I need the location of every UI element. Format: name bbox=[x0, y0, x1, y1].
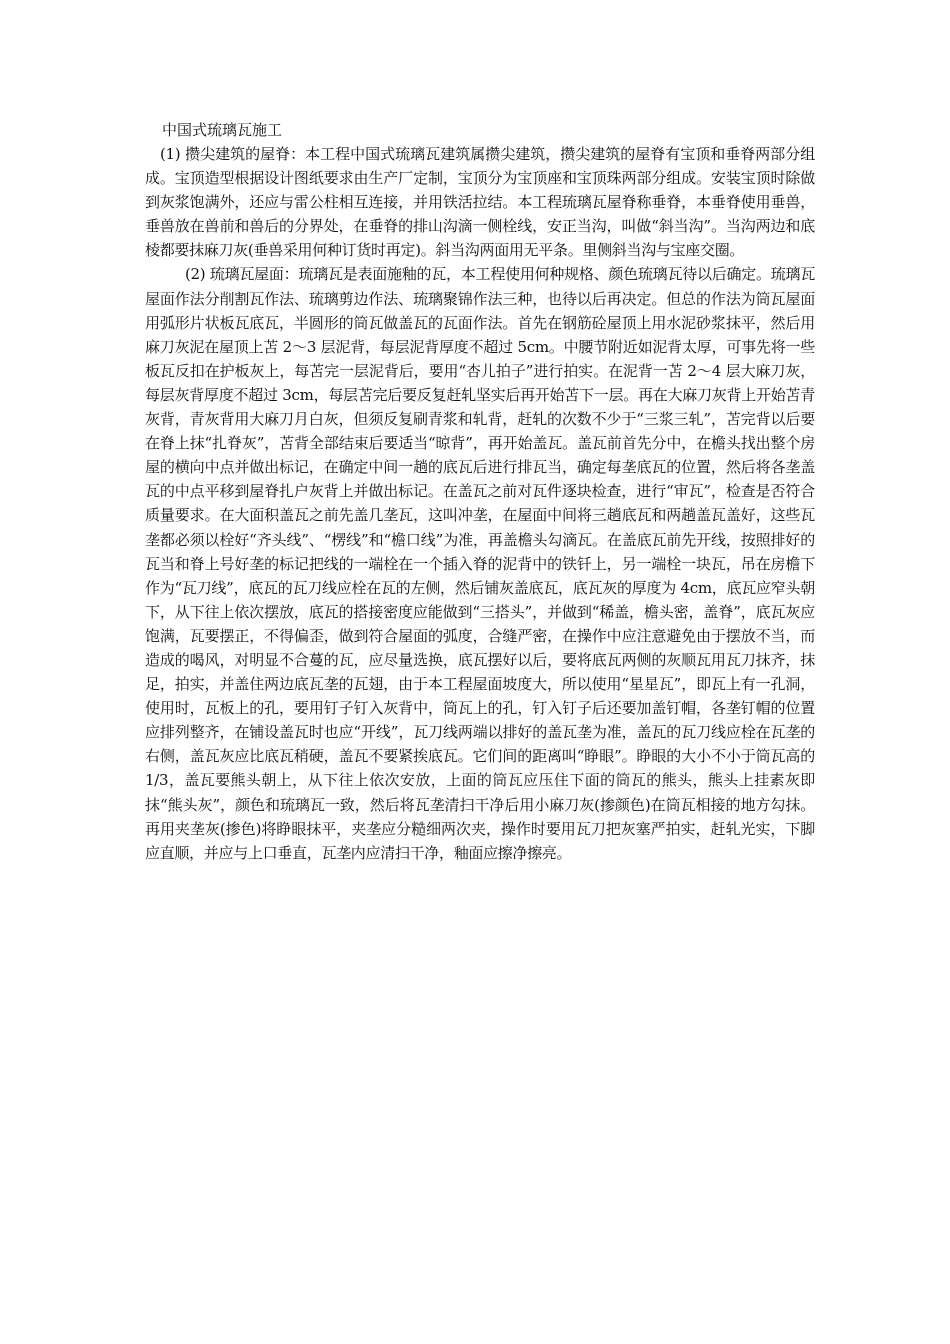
paragraph-glazed-tile-roof: (2) 琉璃瓦屋面：琉璃瓦是表面施釉的瓦，本工程使用何种规格、颜色琉璃瓦待以后确定。琉璃瓦屋面作法分削割瓦作法、琉璃剪边作法、琉璃聚锦作法三种，也待以后再决定。但总的作法为筒瓦屋面用弧形片状板瓦底瓦，半圆形的筒瓦做盖瓦的瓦面作法。首先在钢筋砼屋顶上用水泥砂浆抹平，然后用麻刀灰泥在屋顶上苫 2～3 层泥背，每层泥背厚度不超过 5cm。中腰节附近如泥背太厚，可事先将一些板瓦反扣在护板灰上，每苫完一层泥背后，要用“杏儿拍子”进行拍实。在泥背一苫 2～4 层大麻刀灰，每层灰背厚度不超过 3cm，每层苫完后要反复赶轧坚实后再开始苫下一层。再在大麻刀灰背上开始苫青灰背，青灰背用大麻刀月白灰，但须反复刷青浆和轧背，赶轧的次数不少于“三浆三轧”，苫完背以后要在脊上抹“扎脊灰”，苫背全部结束后要适当“晾背”，再开始盖瓦。盖瓦前首先分中，在檐头找出整个房屋的横向中点并做出标记，在确定中间一趟的底瓦后进行排瓦当，确定每垄底瓦的位置，然后将各垄盖瓦的中点平移到屋脊扎户灰背上并做出标记。在盖瓦之前对瓦件逐块检查，进行“审瓦”，检查是否符合质量要求。在大面积盖瓦之前先盖几垄瓦，这叫冲垄，在屋面中间将三趟底瓦和两趟盖瓦盖好，这些瓦垄都必须以栓好“齐头线”、“楞线”和“檐口线”为准，再盖檐头勾滴瓦。在盖底瓦前先开线，按照排好的瓦当和脊上号好垄的标记把线的一端栓在一个插入脊的泥背中的铁钎上，另一端栓一块瓦，吊在房檐下作为“瓦刀线”，底瓦的瓦刀线应栓在瓦的左侧，然后铺灰盖底瓦，底瓦灰的厚度为 4cm，底瓦应窄头朝下，从下往上依次摆放，底瓦的搭接密度应能做到“三搭头”，并做到“稀盖，檐头密，盖脊”，底瓦灰应饱满，瓦要摆正，不得偏歪，做到符合屋面的弧度，合缝严密，在操作中应注意避免由于摆放不当，而造成的喝风，对明显不合蔓的瓦，应尽量选换，底瓦摆好以后，要将底瓦两侧的灰顺瓦用瓦刀抹齐，抹足，拍实，并盖住两边底瓦垄的瓦翅，由于本工程屋面坡度大，所以使用“星星瓦”，即瓦上有一孔洞，使用时，瓦板上的孔，要用钉子钉入灰背中，筒瓦上的孔，钉入钉子后还要加盖钉帽，各垄钉帽的位置应排列整齐，在铺设盖瓦时也应“开线”，瓦刀线两端以排好的盖瓦垄为准，盖瓦的瓦刀线应栓在瓦垄的右侧，盖瓦灰应比底瓦稍硬，盖瓦不要紧挨底瓦。它们间的距离叫“睁眼”。睁眼的大小不小于筒瓦高的 1/3，盖瓦要熊头朝上，从下往上依次安放，上面的筒瓦应压住下面的筒瓦的熊头，熊头上挂素灰即抹“熊头灰”，颜色和琉璃瓦一致，然后将瓦垄清扫干净后用小麻刀灰(掺颜色)在筒瓦相接的地方勾抹。再用夹垄灰(掺色)将睁眼抹平，夹垄应分糙细两次夹，操作时要用瓦刀把灰塞严拍实，赶轧光实，下脚应直顺，并应与上口垂直，瓦垄内应清扫干净，釉面应擦净擦亮。 bbox=[145, 265, 815, 862]
document-title: 中国式琉璃瓦施工 bbox=[162, 121, 283, 139]
document-page bbox=[145, 118, 815, 865]
paragraph-roof-ridge: (1) 攒尖建筑的屋脊：本工程中国式琉璃瓦建筑属攒尖建筑，攒尖建筑的屋脊有宝顶和垂脊两部分组成。宝顶造型根据设计图纸要求由生产厂定制，宝顶分为宝顶座和宝顶珠两部分组成。安装宝顶时除做到灰浆饱满外，还应与雷公柱相互连接，并用铁活拉结。本工程琉璃瓦屋脊称垂脊，本垂脊使用垂兽，垂兽放在兽前和兽后的分界处，在垂脊的排山沟滴一侧栓线，安正当沟，叫做“斜当沟”。当沟两边和底棱都要抹麻刀灰(垂兽采用何种订货时再定)。斜当沟两面用无平条。里侧斜当沟与宝座交圈。 bbox=[145, 145, 815, 260]
